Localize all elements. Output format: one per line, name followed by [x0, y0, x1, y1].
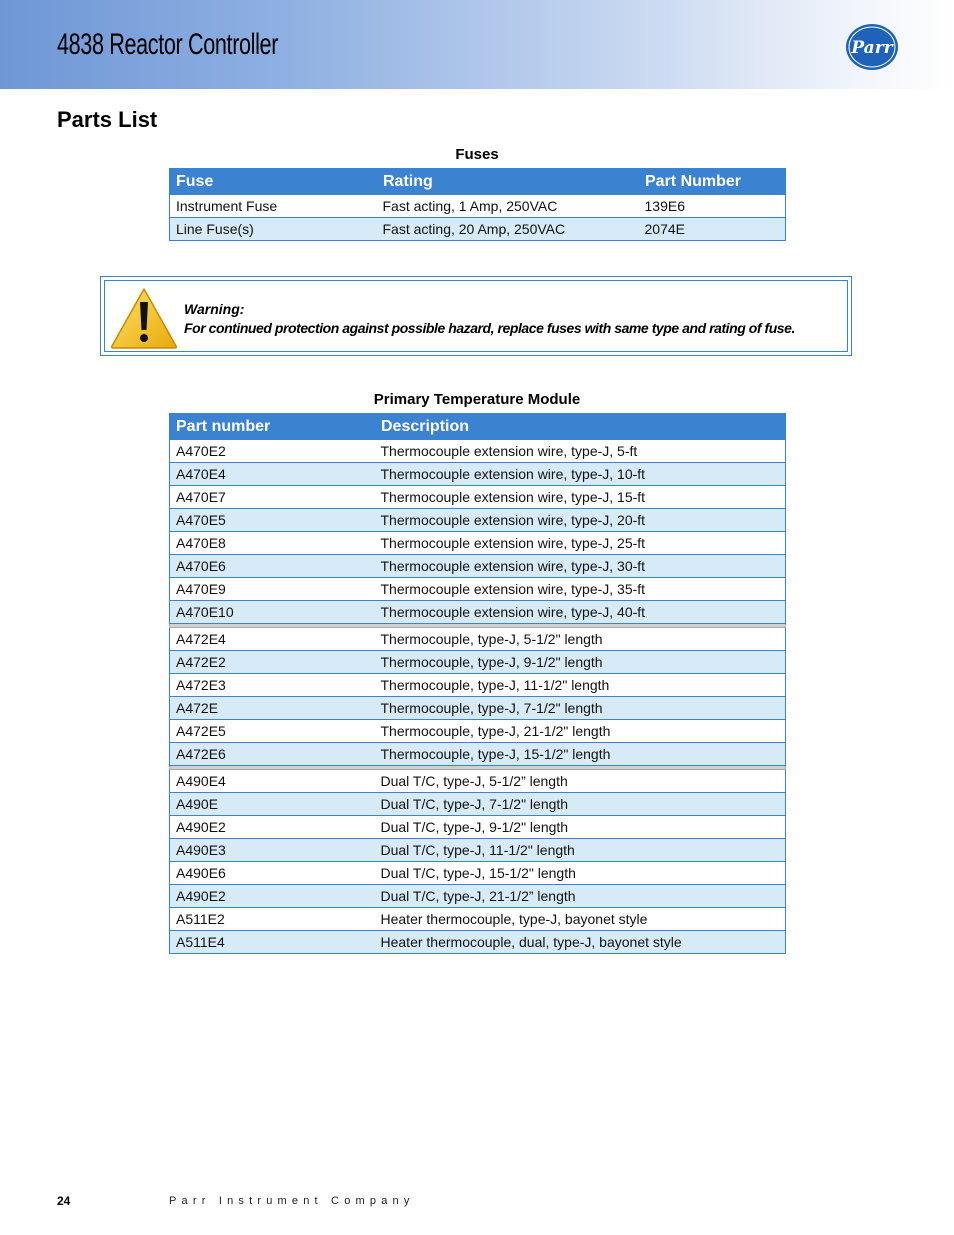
table-row: [170, 908, 786, 931]
fuse-cell: Line Fuse(s): [170, 218, 377, 241]
rating-cell: Fast acting, 20 Amp, 250VAC: [377, 218, 639, 241]
table-row: [170, 486, 786, 509]
description-cell: Dual T/C, type-J, 11-1/2" length: [375, 839, 786, 862]
part-number-cell: A490E3: [170, 839, 375, 862]
table-row: [170, 555, 786, 578]
description-cell: Thermocouple, type-J, 11-1/2" length: [375, 674, 786, 697]
temp-module-table: [169, 413, 786, 954]
description-cell: Thermocouple extension wire, type-J, 10-ft: [375, 463, 786, 486]
fuses-header-row: [170, 169, 786, 195]
description-cell: Dual T/C, type-J, 21-1/2” length: [375, 885, 786, 908]
part-number-cell: A470E10: [170, 601, 375, 624]
part-number-cell: A472E5: [170, 720, 375, 743]
part-number-cell: A472E3: [170, 674, 375, 697]
table-row: [170, 651, 786, 674]
column-header-description: Description: [375, 414, 786, 440]
description-cell: Thermocouple, type-J, 9-1/2" length: [375, 651, 786, 674]
column-header-rating: Rating: [377, 169, 639, 195]
warning-box: [100, 276, 852, 356]
column-header-fuse: Fuse: [170, 169, 377, 195]
table-row: [170, 532, 786, 555]
description-cell: Thermocouple extension wire, type-J, 25-ft: [375, 532, 786, 555]
part-number-cell: A490E6: [170, 862, 375, 885]
part-number-cell: A470E8: [170, 532, 375, 555]
description-cell: Thermocouple, type-J, 5-1/2" length: [375, 628, 786, 651]
temp-module-header-row: [170, 414, 786, 440]
warning-heading: Warning:: [184, 301, 245, 317]
part-number-cell: A470E6: [170, 555, 375, 578]
table-row: [170, 628, 786, 651]
table-row: [170, 839, 786, 862]
part-number-cell: A490E: [170, 793, 375, 816]
part-number-cell: 139E6: [639, 195, 786, 218]
part-number-cell: A470E5: [170, 509, 375, 532]
description-cell: Thermocouple extension wire, type-J, 20-ft: [375, 509, 786, 532]
part-number-cell: A472E: [170, 697, 375, 720]
part-number-cell: A472E6: [170, 743, 375, 766]
table-row: [170, 793, 786, 816]
table-row: [170, 816, 786, 839]
document-title: 4838 Reactor Controller: [57, 28, 279, 61]
fuses-caption: Fuses: [455, 146, 499, 163]
part-number-cell: A470E4: [170, 463, 375, 486]
table-row: [170, 743, 786, 766]
description-cell: Thermocouple, type-J, 21-1/2" length: [375, 720, 786, 743]
description-cell: Dual T/C, type-J, 15-1/2" length: [375, 862, 786, 885]
description-cell: Thermocouple, type-J, 15-1/2" length: [375, 743, 786, 766]
description-cell: Dual T/C, type-J, 7-1/2" length: [375, 793, 786, 816]
description-cell: Thermocouple extension wire, type-J, 30-ft: [375, 555, 786, 578]
rating-cell: Fast acting, 1 Amp, 250VAC: [377, 195, 639, 218]
column-header-part-number: Part number: [170, 414, 375, 440]
part-number-cell: A490E2: [170, 885, 375, 908]
table-row: [170, 509, 786, 532]
description-cell: Dual T/C, type-J, 9-1/2" length: [375, 816, 786, 839]
table-row: [170, 463, 786, 486]
description-cell: Thermocouple, type-J, 7-1/2" length: [375, 697, 786, 720]
part-number-cell: A472E2: [170, 651, 375, 674]
description-cell: Dual T/C, type-J, 5-1/2” length: [375, 770, 786, 793]
temp-module-caption: Primary Temperature Module: [373, 391, 581, 408]
part-number-cell: 2074E: [639, 218, 786, 241]
warning-text: For continued protection against possible hazard, replace fuses with same type and rating of fuse.: [184, 320, 795, 336]
table-row: [170, 720, 786, 743]
table-row: [170, 578, 786, 601]
part-number-cell: A511E4: [170, 931, 375, 954]
table-row: [170, 440, 786, 463]
part-number-cell: A470E9: [170, 578, 375, 601]
table-row: [170, 862, 786, 885]
footer-company: Parr Instrument Company: [169, 1195, 415, 1207]
table-row: [170, 697, 786, 720]
parr-logo: [844, 22, 900, 72]
part-number-cell: A511E2: [170, 908, 375, 931]
description-cell: Heater thermocouple, type-J, bayonet style: [375, 908, 786, 931]
fuse-cell: Instrument Fuse: [170, 195, 377, 218]
fuses-table: [169, 168, 786, 241]
table-row: [170, 601, 786, 624]
description-cell: Thermocouple extension wire, type-J, 15-ft: [375, 486, 786, 509]
page-number: 24: [57, 1194, 71, 1208]
part-number-cell: A470E2: [170, 440, 375, 463]
part-number-cell: A470E7: [170, 486, 375, 509]
part-number-cell: A472E4: [170, 628, 375, 651]
table-row: [170, 674, 786, 697]
column-header-part-number: Part Number: [639, 169, 786, 195]
description-cell: Heater thermocouple, dual, type-J, bayonet style: [375, 931, 786, 954]
table-row: [170, 770, 786, 793]
warning-triangle-icon: [109, 286, 179, 350]
part-number-cell: A490E2: [170, 816, 375, 839]
page-title: Parts List: [57, 107, 158, 132]
description-cell: Thermocouple extension wire, type-J, 5-ft: [375, 440, 786, 463]
part-number-cell: A490E4: [170, 770, 375, 793]
table-row: [170, 931, 786, 954]
description-cell: Thermocouple extension wire, type-J, 35-ft: [375, 578, 786, 601]
table-row: [170, 885, 786, 908]
description-cell: Thermocouple extension wire, type-J, 40-ft: [375, 601, 786, 624]
logo-text: Parr: [851, 38, 893, 58]
table-row: [170, 195, 786, 218]
table-row: [170, 218, 786, 241]
